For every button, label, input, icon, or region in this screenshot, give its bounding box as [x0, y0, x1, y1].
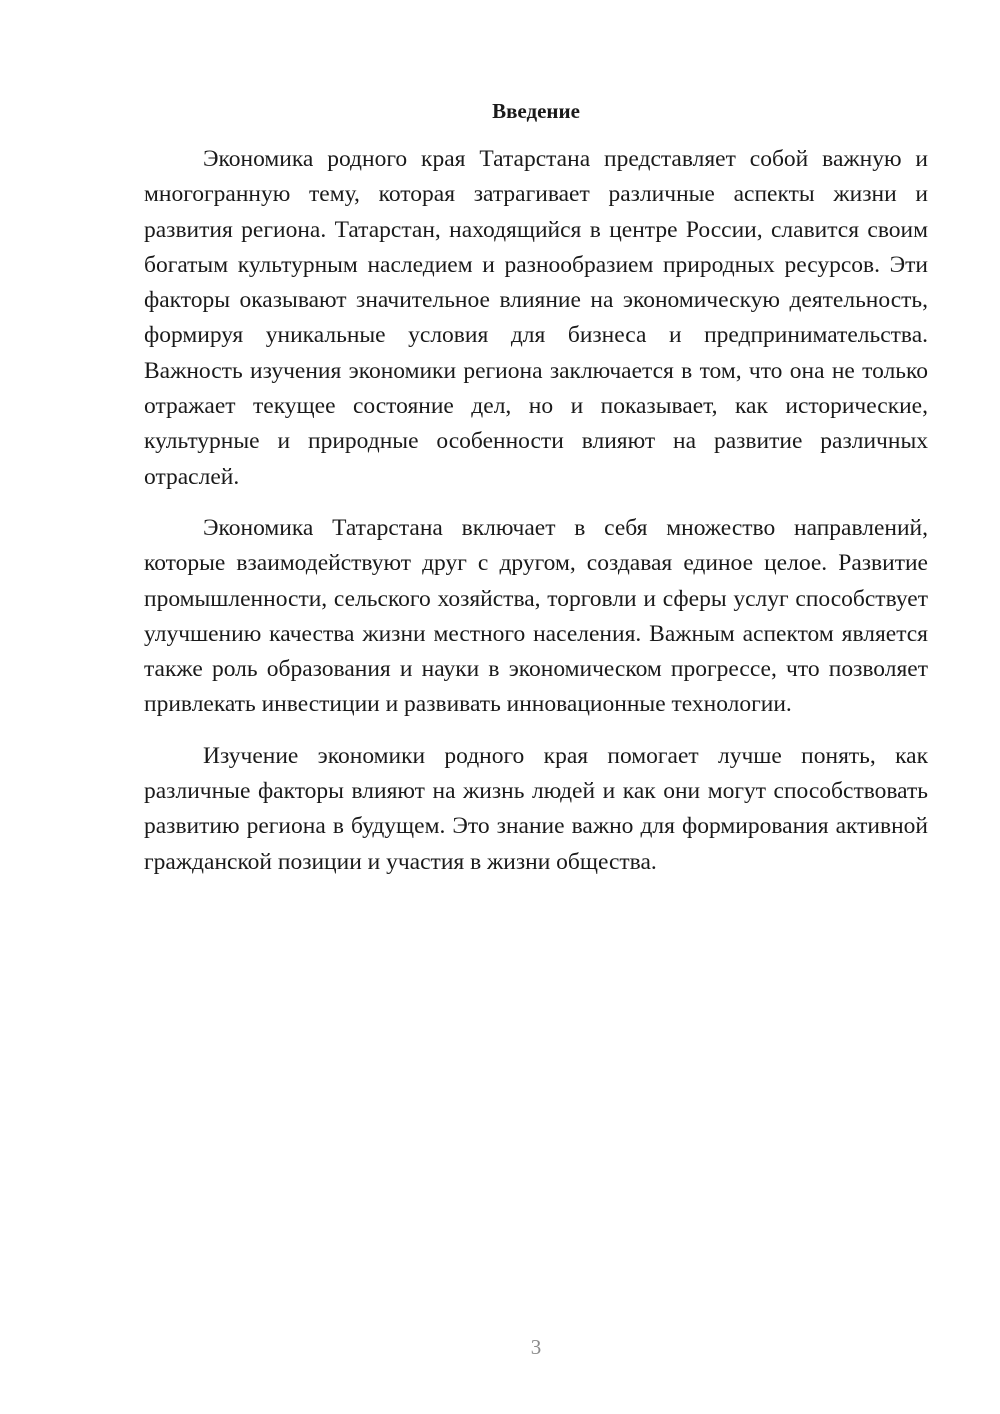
paragraph-3: Изучение экономики родного края помогает лучше понять, как различные факторы влияют на жизнь людей и как они могут способствовать развитию региона в будущем. Это знание важно для формирования активной гражданской позиции и участия в жизни общества. [144, 742, 928, 875]
paragraph-2: Экономика Татарстана включает в себя множество направлений, которые взаимодействуют друг с другом, создавая единое целое. Развитие промышленности, сельского хозяйства, торговли и сферы услуг способствует улучшению качества жизни местного населения. Важным аспектом является также роль образования и науки в экономическом прогрессе, что позволяет привлекать инвестиции и развивать инновационные технологии. [144, 514, 928, 718]
page-number: 3 [530, 1335, 542, 1359]
paragraph-1: Экономика родного края Татарстана представляет собой важную и многогранную тему, которая затрагивает различные аспекты жизни и развития региона. Татарстан, находящийся в центре России, славится своим богатым культурным наследием и разнообразием природных ресурсов. Эти факторы оказывают значительное влияние на экономическую деятельность, формируя уникальные условия для бизнеса и предпринимательства. Важность изучения экономики региона заключается в том, что она не только отражает текущее состояние дел, но и показывает, как исторические, культурные и природные особенности влияют на развитие различных отраслей. [144, 146, 928, 490]
section-heading: Введение [492, 99, 580, 123]
body-text [144, 142, 928, 896]
